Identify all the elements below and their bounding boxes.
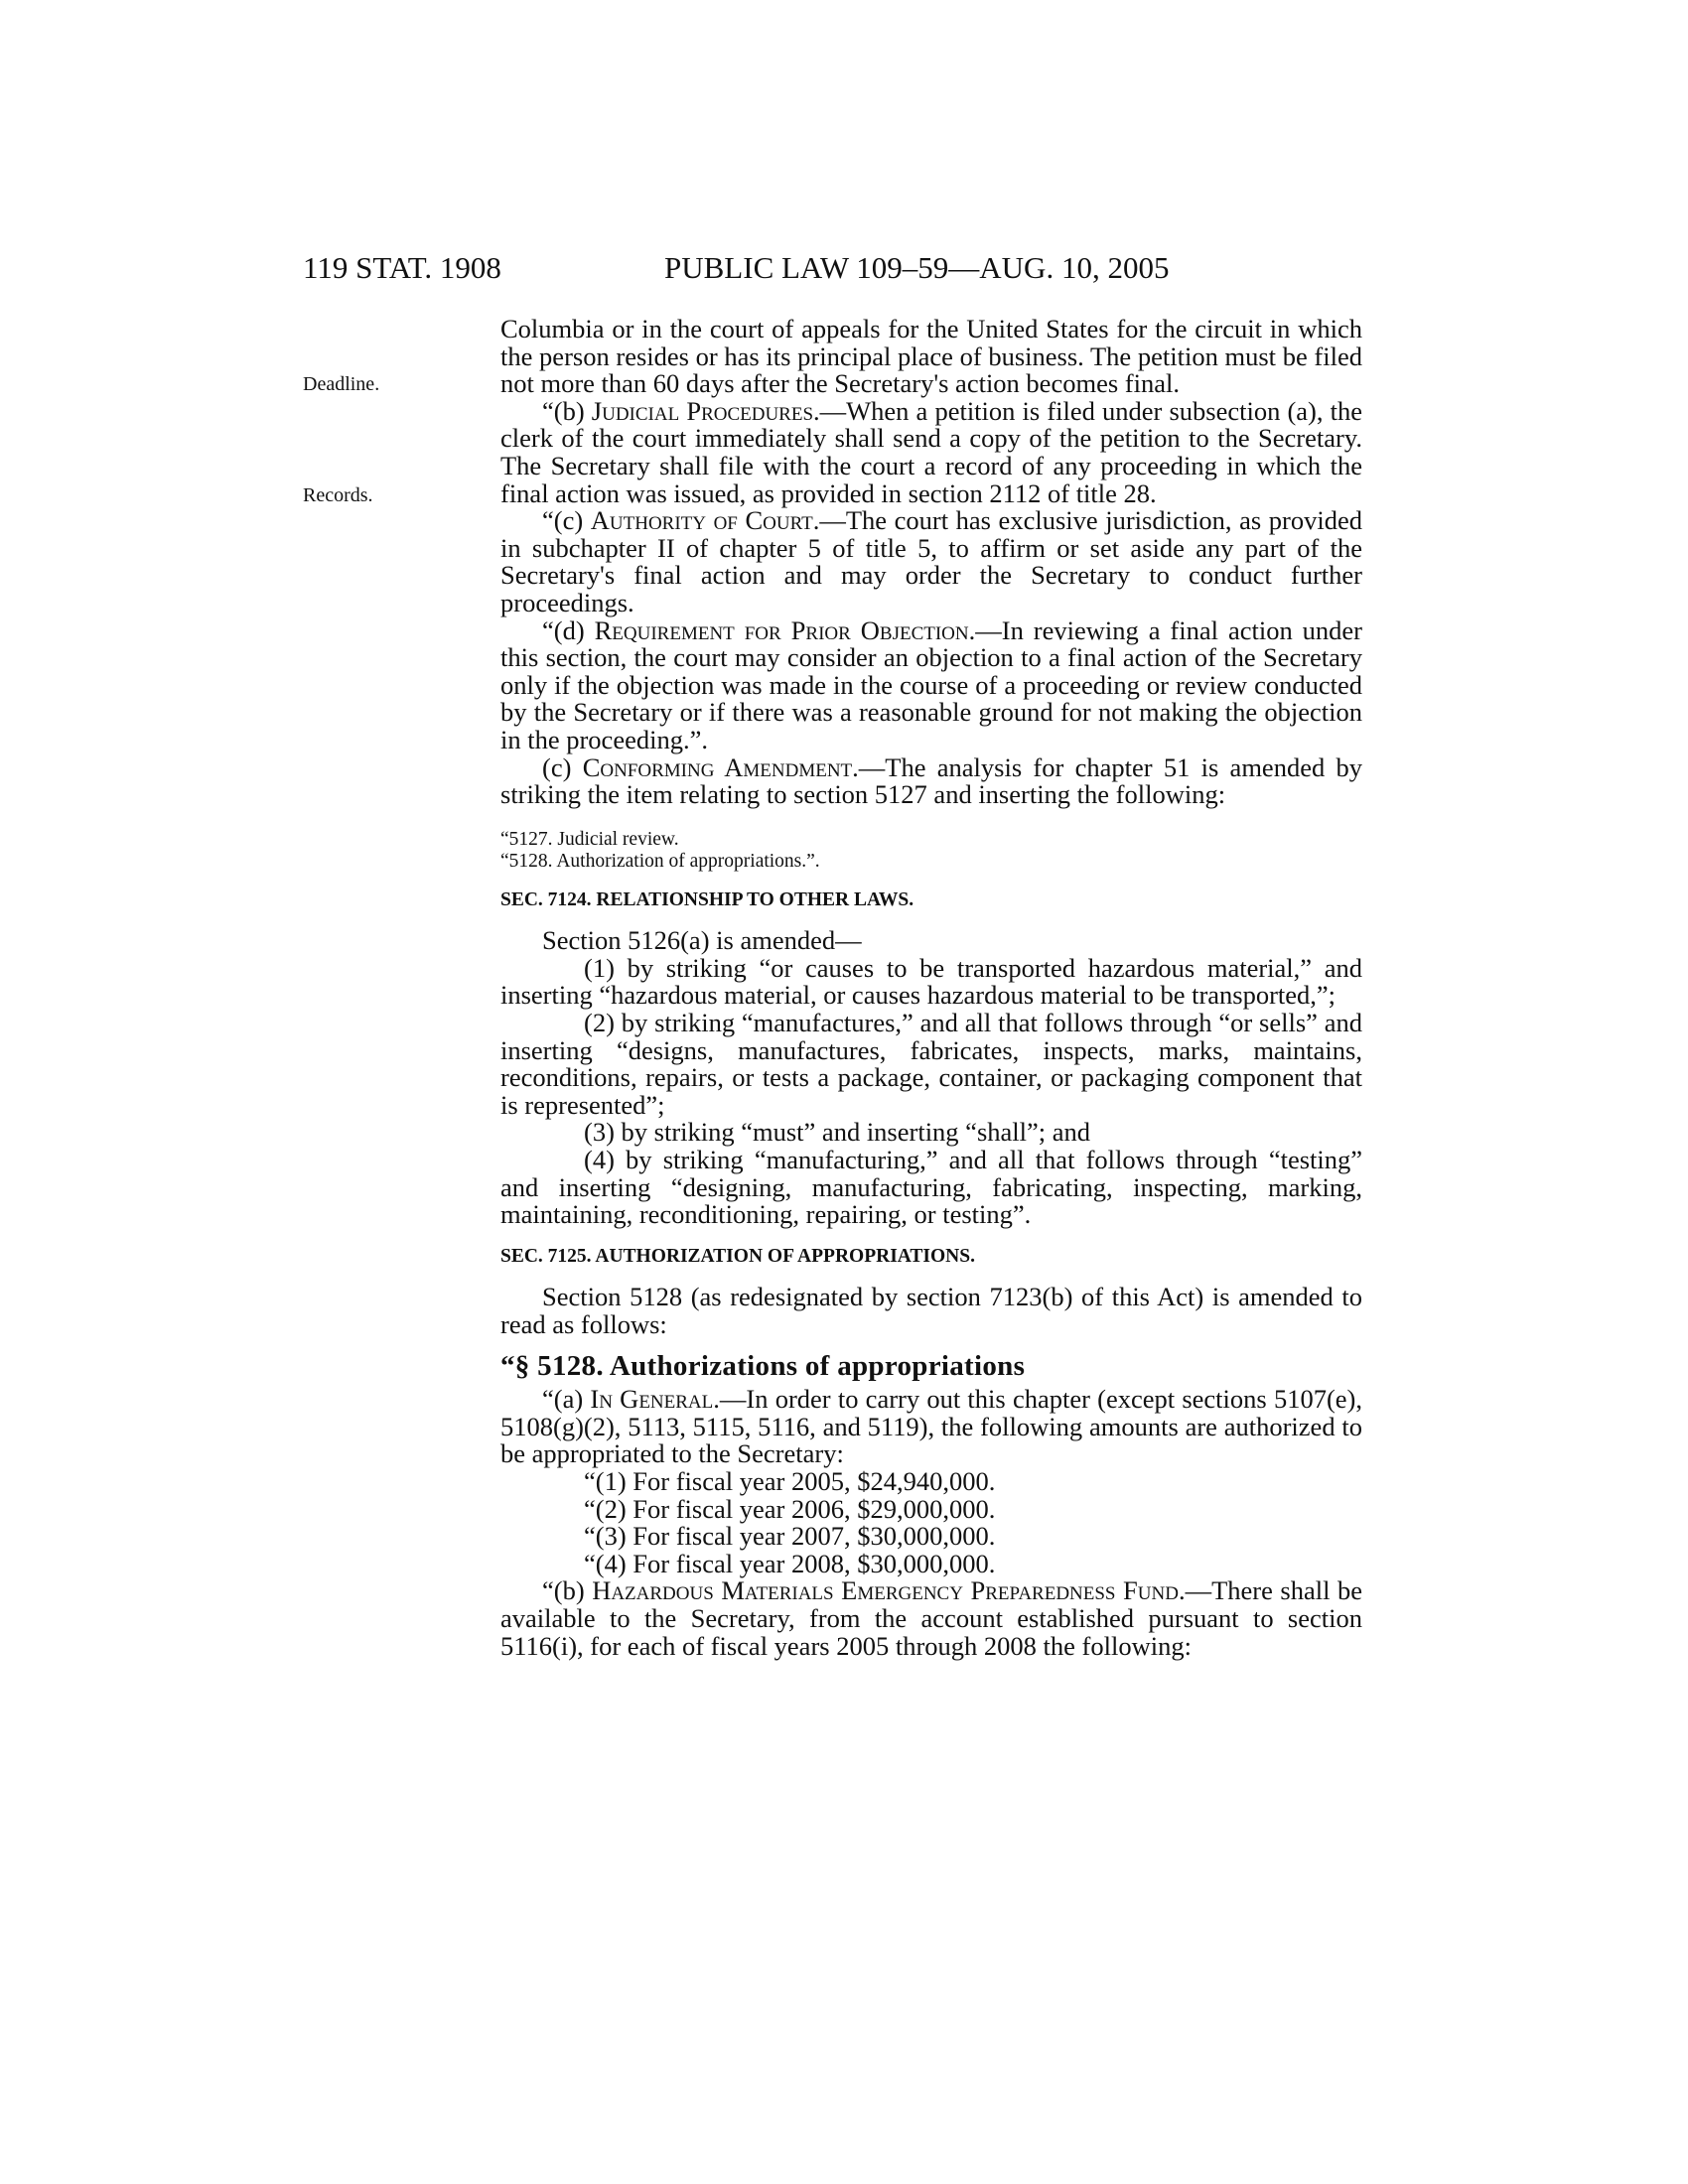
subsection-d-prior-objection xyxy=(500,614,1362,754)
subsection-lead: “(b) xyxy=(542,1575,593,1606)
fiscal-year-item: “(2) For fiscal year 2006, $29,000,000. xyxy=(584,1493,996,1524)
subsection-text: .—In reviewing a final action under this section, the court may consider an objection to a final action of the Secretary only if the objection was made in the course of a proceeding or review conducted by the Secretary or if there was a reasonable ground for not making the objection in the proceeding.”. xyxy=(500,614,1362,754)
margin-note-records: Records. xyxy=(303,484,373,506)
subsection-text: .—In order to carry out this chapter (except sections 5107(e), 5108(g)(2), 5113, 5115, 5116, and 5119), the following amounts are authorized to be appropriated to the Secretary: xyxy=(500,1384,1362,1469)
toc-item-5128: “5128. Authorization of appropriations.”. xyxy=(500,850,820,872)
section-heading-7125: SEC. 7125. AUTHORIZATION OF APPROPRIATIONS. xyxy=(500,1245,975,1267)
subsection-lead: “(c) xyxy=(542,505,591,536)
section-7124-intro: Section 5126(a) is amended— xyxy=(542,925,862,956)
chapter-analysis-items xyxy=(500,829,1362,873)
section-heading-7124: SEC. 7124. RELATIONSHIP TO OTHER LAWS. xyxy=(500,888,914,910)
subsection-heading: Authority of Court xyxy=(590,505,813,536)
subsection-lead: “(b) xyxy=(542,395,592,426)
subsection-heading: Conforming Amendment xyxy=(582,751,853,782)
subsection-lead: “(a) xyxy=(542,1384,591,1415)
subsection-text: .—When a petition is filed under subsection (a), the clerk of the court immediately shall send a copy of the petition to the Secretary. The Secretary shall file with the court a record of any proceeding in which the final action was issued, as provided in section 2112 of title 28. xyxy=(500,395,1363,508)
fiscal-year-item: “(4) For fiscal year 2008, $30,000,000. xyxy=(584,1548,996,1578)
body-text-column xyxy=(500,316,1362,1660)
statute-page-number: 119 STAT. 1908 xyxy=(303,250,501,285)
subsection-heading: Requirement for Prior Objection xyxy=(594,614,969,645)
section-5128-heading: “§ 5128. Authorizations of appropriations xyxy=(500,1349,1026,1382)
subsection-heading: In General xyxy=(590,1384,714,1415)
paragraph-continuation: Columbia or in the court of appeals for the United States for the circuit in which the person resides or has its principal place of business. The petition must be filed not more than 60 days after the Secretary's action becomes final. xyxy=(500,314,1362,399)
section-7124-item-1: (1) by striking “or causes to be transported hazardous material,” and inserting “hazardous material, or causes hazardous material to be transported,”; xyxy=(500,952,1362,1011)
section-7124-item-3: (3) by striking “must” and inserting “shall”; and xyxy=(584,1117,1091,1148)
subsection-lead: (c) xyxy=(542,751,583,782)
section-7124-item-4: (4) by striking “manufacturing,” and all that follows through “testing” and inserting “designing, manufacturing, fabricating, inspecting, marking, maintaining, reconditioning, repairing, or testing”. xyxy=(500,1145,1362,1230)
fiscal-year-item: “(3) For fiscal year 2007, $30,000,000. xyxy=(584,1521,996,1552)
subsection-lead: “(d) xyxy=(542,614,595,645)
subsection-a-in-general xyxy=(500,1386,1362,1468)
subsection-text: .—There shall be available to the Secretary, from the account established pursuant to section 5116(i), for each of fiscal years 2005 through 2008 the following: xyxy=(500,1575,1362,1661)
margin-note-deadline: Deadline. xyxy=(303,373,380,395)
subsection-text: .—The court has exclusive jurisdiction, as provided in subchapter II of chapter 5 of title 5, to affirm or set aside any part of the Secretary's final action and may order the Secretary to conduct further proceedings. xyxy=(500,505,1362,617)
subsection-heading: Hazardous Materials Emergency Preparedness Fund xyxy=(592,1575,1179,1606)
section-7125-text: Section 5128 (as redesignated by section 7123(b) of this Act) is amended to read as follows: xyxy=(500,1282,1362,1339)
running-header-title: PUBLIC LAW 109–59—AUG. 10, 2005 xyxy=(664,250,1170,285)
fiscal-year-item: “(1) For fiscal year 2005, $24,940,000. xyxy=(584,1465,996,1496)
section-7124-item-2: (2) by striking “manufactures,” and all that follows through “or sells” and inserting “designs, manufactures, fabricates, inspects, marks, maintains, reconditions, repairs, or tests a package, container, or packaging component that is represented”; xyxy=(500,1008,1362,1120)
subsection-c-authority-of-court xyxy=(500,507,1362,616)
conforming-amendment xyxy=(500,751,1362,810)
subsection-b-judicial-procedures xyxy=(500,395,1363,508)
subsection-heading: Judicial Procedures xyxy=(591,395,814,426)
subsection-b-emergency-preparedness-fund xyxy=(500,1577,1362,1660)
subsection-text: .—The analysis for chapter 51 is amended by striking the item relating to section 5127 and inserting the following: xyxy=(500,751,1362,810)
toc-item-5127: “5127. Judicial review. xyxy=(500,828,679,850)
